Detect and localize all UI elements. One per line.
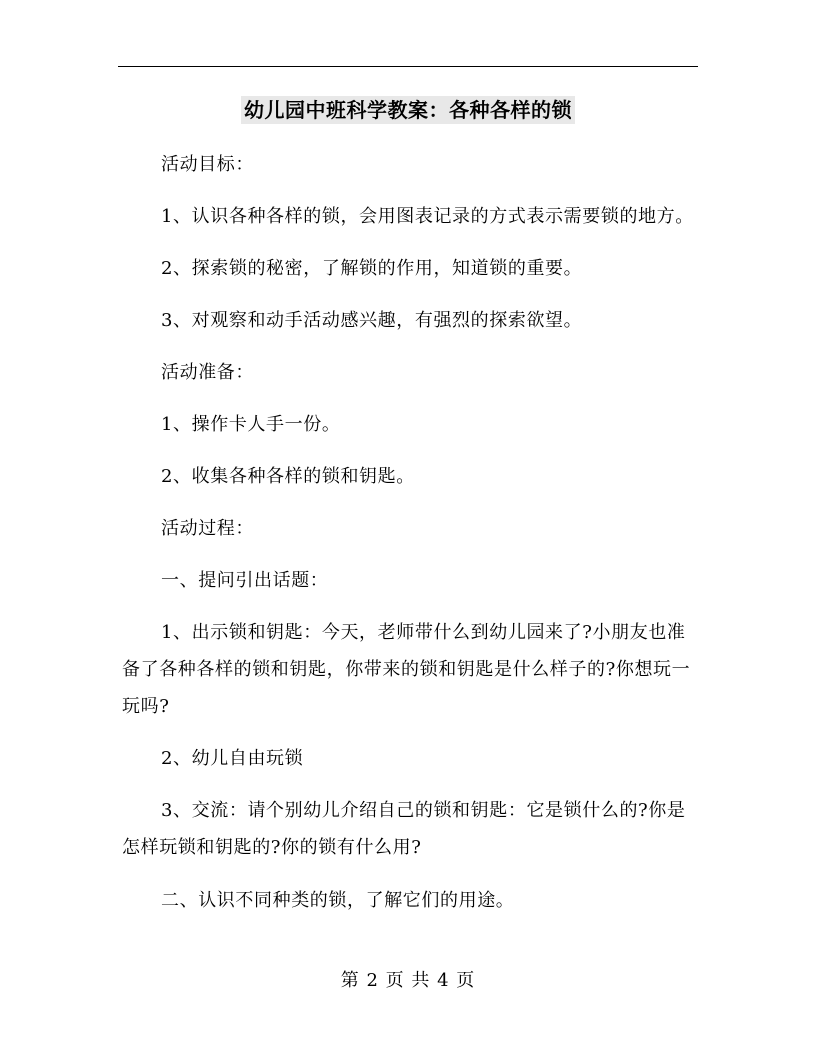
goal-item-1: 1、认识各种各样的锁，会用图表记录的方式表示需要锁的地方。: [161, 206, 694, 227]
section-heading-preparation: 活动准备：: [161, 362, 254, 383]
process-item-1: 1、出示锁和钥匙：今天，老师带什么到幼儿园来了?小朋友也准备了各种各样的锁和钥匙，你带来的锁和钥匙是什么样子的?你想玩一玩吗?: [122, 622, 691, 717]
preparation-item-2: 2、收集各种各样的锁和钥匙。: [161, 466, 415, 487]
process-step-two: 二、认识不同种类的锁，了解它们的用途。: [161, 890, 515, 911]
goal-item-3: 3、对观察和动手活动感兴趣，有强烈的探索欲望。: [161, 310, 583, 331]
section-heading-process: 活动过程：: [161, 518, 254, 539]
page-footer: 第 2 页 共 4 页: [340, 970, 476, 991]
section-heading-goals: 活动目标：: [161, 154, 254, 175]
header-rule: [118, 66, 698, 67]
process-item-3: 3、交流：请个别幼儿介绍自己的锁和钥匙：它是锁什么的?你是怎样玩锁和钥匙的?你的锁有什么用?: [122, 800, 686, 858]
process-item-2: 2、幼儿自由玩锁: [161, 748, 304, 769]
page-title-text: 幼儿园中班科学教案：各种各样的锁: [241, 96, 575, 124]
page-title: [118, 93, 698, 127]
preparation-item-1: 1、操作卡人手一份。: [161, 414, 341, 435]
process-step-one: 一、提问引出话题：: [161, 570, 329, 591]
goal-item-2: 2、探索锁的秘密，了解锁的作用，知道锁的重要。: [161, 258, 583, 279]
